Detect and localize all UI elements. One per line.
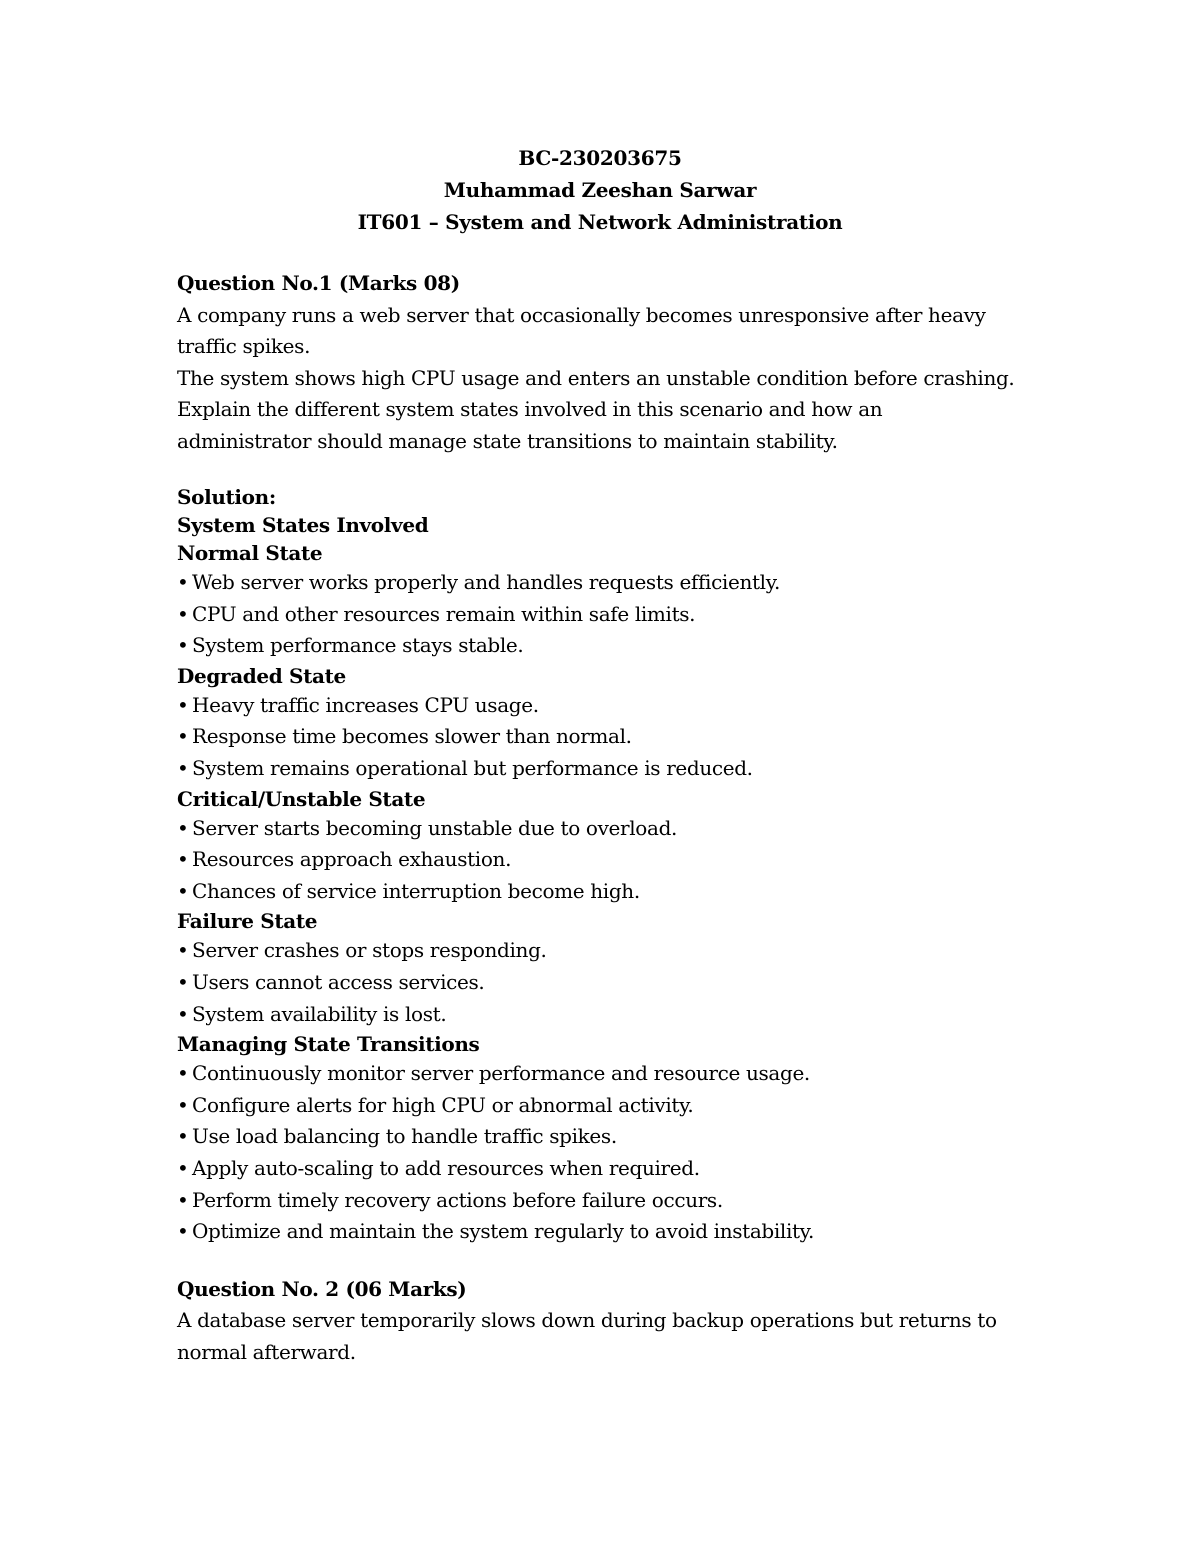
bullet-icon: • xyxy=(177,601,189,626)
bullet-item xyxy=(177,690,1057,722)
bullet-item xyxy=(177,999,1057,1031)
bullet-item xyxy=(177,967,1057,999)
question-1-line: administrator should manage state transitions to maintain stability. xyxy=(177,428,838,453)
bullet-text: Heavy traffic increases CPU usage. xyxy=(192,692,539,717)
bullet-text: Response time becomes slower than normal. xyxy=(192,724,632,749)
bullet-item xyxy=(177,599,1057,631)
bullet-icon: • xyxy=(177,878,189,903)
student-id: BC-230203675 xyxy=(518,146,682,170)
bullet-item xyxy=(177,1090,1057,1122)
bullet-icon: • xyxy=(177,724,189,749)
bullet-item xyxy=(177,935,1057,967)
question-1-line: The system shows high CPU usage and enters an unstable condition before crashing. xyxy=(177,365,1015,390)
bullet-text: System availability is lost. xyxy=(192,1001,447,1026)
bullet-text: Resources approach exhaustion. xyxy=(192,847,512,872)
bullet-icon: • xyxy=(177,1092,189,1117)
bullet-text: Configure alerts for high CPU or abnormal activity. xyxy=(192,1092,694,1117)
bullet-text: Use load balancing to handle traffic spikes. xyxy=(192,1124,617,1149)
bullet-icon: • xyxy=(177,1187,189,1212)
bullet-icon: • xyxy=(177,633,189,658)
question-1-line: A company runs a web server that occasionally becomes unresponsive after heavy xyxy=(177,302,986,327)
bullet-item xyxy=(177,844,1057,876)
bullet-icon: • xyxy=(177,969,189,994)
solution-title: System States Involved xyxy=(177,513,429,537)
bullet-text: Perform timely recovery actions before failure occurs. xyxy=(192,1187,723,1212)
bullet-icon: • xyxy=(177,1061,189,1086)
bullet-text: Apply auto-scaling to add resources when required. xyxy=(192,1155,700,1180)
bullet-text: System performance stays stable. xyxy=(192,633,524,658)
bullet-text: Chances of service interruption become high. xyxy=(192,878,640,903)
bullet-item xyxy=(177,1058,1057,1090)
question-1-line: traffic spikes. xyxy=(177,334,311,358)
bullet-icon: • xyxy=(177,570,189,594)
solution-sections xyxy=(177,539,1057,1248)
section-heading: Degraded State xyxy=(177,663,346,688)
bullet-icon: • xyxy=(177,1155,189,1180)
question-1-line: Explain the different system states involved in this scenario and how an xyxy=(177,397,883,421)
bullet-icon: • xyxy=(177,847,189,872)
course-title: IT601 – System and Network Administration xyxy=(357,210,843,234)
bullet-icon: • xyxy=(177,755,189,780)
bullet-text: Web server works properly and handles requests efficiently. xyxy=(192,570,781,594)
student-name: Muhammad Zeeshan Sarwar xyxy=(443,178,757,202)
bullet-icon: • xyxy=(177,1219,189,1244)
bullet-item xyxy=(177,1185,1057,1217)
bullet-text: CPU and other resources remain within safe limits. xyxy=(192,601,696,626)
section-heading: Failure State xyxy=(177,909,318,934)
question-2-heading: Question No. 2 (06 Marks) xyxy=(177,1276,467,1301)
bullet-text: System remains operational but performance is reduced. xyxy=(192,755,753,780)
bullet-icon: • xyxy=(177,1001,189,1026)
bullet-item xyxy=(177,753,1057,785)
bullet-item xyxy=(177,630,1057,662)
bullet-icon: • xyxy=(177,692,189,717)
bullet-text: Server crashes or stops responding. xyxy=(192,938,547,963)
spacer xyxy=(177,457,1057,483)
bullet-item xyxy=(177,1121,1057,1153)
question-2-text xyxy=(177,1305,1057,1368)
section-heading: Managing State Transitions xyxy=(177,1032,480,1057)
section-heading: Critical/Unstable State xyxy=(177,786,426,811)
bullet-icon: • xyxy=(177,1124,189,1149)
bullet-text: Continuously monitor server performance and resource usage. xyxy=(192,1061,810,1086)
spacer xyxy=(177,1248,1057,1274)
bullet-item xyxy=(177,1153,1057,1185)
question-1-heading: Question No.1 (Marks 08) xyxy=(177,271,460,295)
question-2-line: A database server temporarily slows down during backup operations but returns to xyxy=(177,1308,997,1333)
solution-label: Solution: xyxy=(177,485,276,509)
bullet-text: Optimize and maintain the system regularly to avoid instability. xyxy=(192,1219,814,1244)
bullet-item xyxy=(177,721,1057,753)
bullet-item xyxy=(177,1216,1057,1248)
bullet-text: Users cannot access services. xyxy=(192,969,485,994)
section-heading: Normal State xyxy=(177,541,323,565)
document-body xyxy=(177,268,1057,1368)
bullet-icon: • xyxy=(177,938,189,963)
bullet-item xyxy=(177,813,1057,845)
bullet-text: Server starts becoming unstable due to overload. xyxy=(192,815,678,840)
bullet-item xyxy=(177,876,1057,908)
bullet-item xyxy=(177,567,1057,599)
question-2-line: normal afterward. xyxy=(177,1339,356,1364)
bullet-icon: • xyxy=(177,815,189,840)
document-header xyxy=(0,142,1200,238)
question-1-text xyxy=(177,300,1057,458)
